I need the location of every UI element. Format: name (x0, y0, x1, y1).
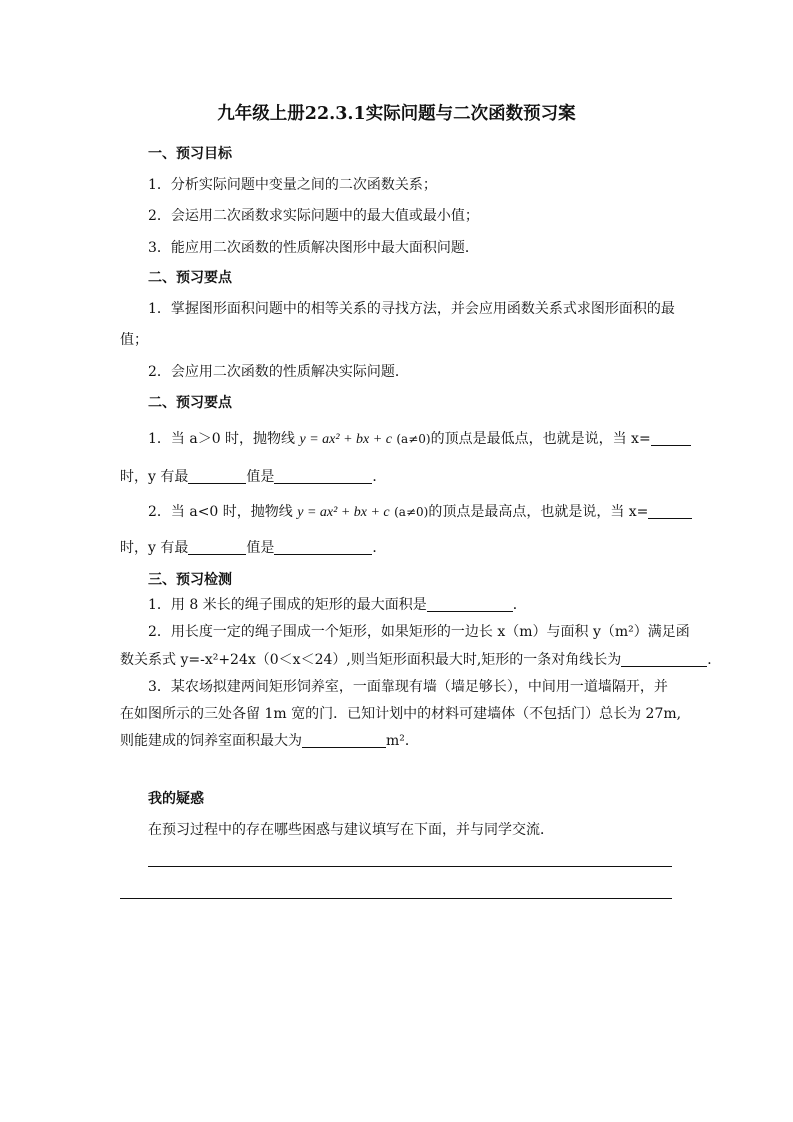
check-question-3-line2: 在如图所示的三处各留 1m 宽的门．已知计划中的材料可建墙体（不包括门）总长为 27m, (120, 706, 682, 722)
goal-item: 3．能应用二次函数的性质解决图形中最大面积问题． (148, 240, 479, 256)
goal-item: 2．会运用二次函数求实际问题中的最大值或最小值； (148, 208, 479, 224)
goal-item: 1．分析实际问题中变量之间的二次函数关系； (148, 177, 437, 193)
answer-blank[interactable] (621, 652, 707, 667)
doubts-heading: 我的疑惑 (148, 791, 204, 807)
writing-line[interactable] (120, 898, 672, 899)
writing-line[interactable] (148, 866, 672, 867)
fill-question-2-line2: 时，y 有最 值是 ． (120, 540, 387, 556)
answer-blank[interactable] (648, 504, 692, 519)
section-heading-goals: 一、预习目标 (148, 146, 232, 162)
answer-blank[interactable] (427, 597, 513, 612)
fill-question-1-line2: 时，y 有最 值是 ． (120, 469, 387, 485)
doubts-instruction: 在预习过程中的存在哪些困惑与建议填写在下面，并与同学交流． (148, 822, 554, 838)
answer-blank[interactable] (274, 540, 372, 555)
answer-blank[interactable] (188, 540, 246, 555)
check-question-3: 3．某农场拟建两间矩形饲养室，一面靠现有墙（墙足够长），中间用一道墙隔开，并 (148, 679, 668, 695)
section-heading-keypoints: 二、预习要点 (148, 270, 232, 286)
section-heading-keypoints-2: 二、预习要点 (148, 395, 232, 411)
answer-blank[interactable] (188, 469, 246, 484)
answer-blank[interactable] (274, 469, 372, 484)
answer-blank[interactable] (302, 733, 386, 748)
answer-blank[interactable] (651, 431, 691, 446)
check-question-2: 2．用长度一定的绳子围成一个矩形，如果矩形的一边长 x（m）与面积 y（m²）满足函 (148, 624, 690, 640)
parabola-formula: y = ax² + bx + c (297, 505, 390, 520)
page-title: 九年级上册22.3.1实际问题与二次函数预习案 (217, 104, 576, 124)
keypoint-item-continued: 值； (120, 332, 148, 348)
section-heading-check: 三、预习检测 (148, 572, 232, 588)
keypoint-item: 1．掌握图形面积问题中的相等关系的寻找方法，并会应用函数关系式求图形面积的最 (148, 301, 675, 317)
fill-question-2: 2．当 a<0 时，抛物线 y = ax² + bx + c (a≠0)的顶点是最高点，也就是说，当 x= (148, 502, 692, 523)
check-question-3-line3: 则能建成的饲养室面积最大为 m²． (120, 733, 419, 749)
fill-question-1: 1．当 a＞0 时，抛物线 y = ax² + bx + c (a≠0)的顶点是最低点，也就是说，当 x= (148, 429, 691, 450)
check-question-2-line2: 数关系式 y=-x²+24x（0＜x＜24）,则当矩形面积最大时,矩形的一条对角线长为 ． (120, 652, 722, 668)
check-question-1: 1．用 8 米长的绳子围成的矩形的最大面积是 ． (148, 597, 527, 613)
parabola-formula: y = ax² + bx + c (299, 432, 392, 447)
keypoint-item: 2．会应用二次函数的性质解决实际问题． (148, 364, 409, 380)
